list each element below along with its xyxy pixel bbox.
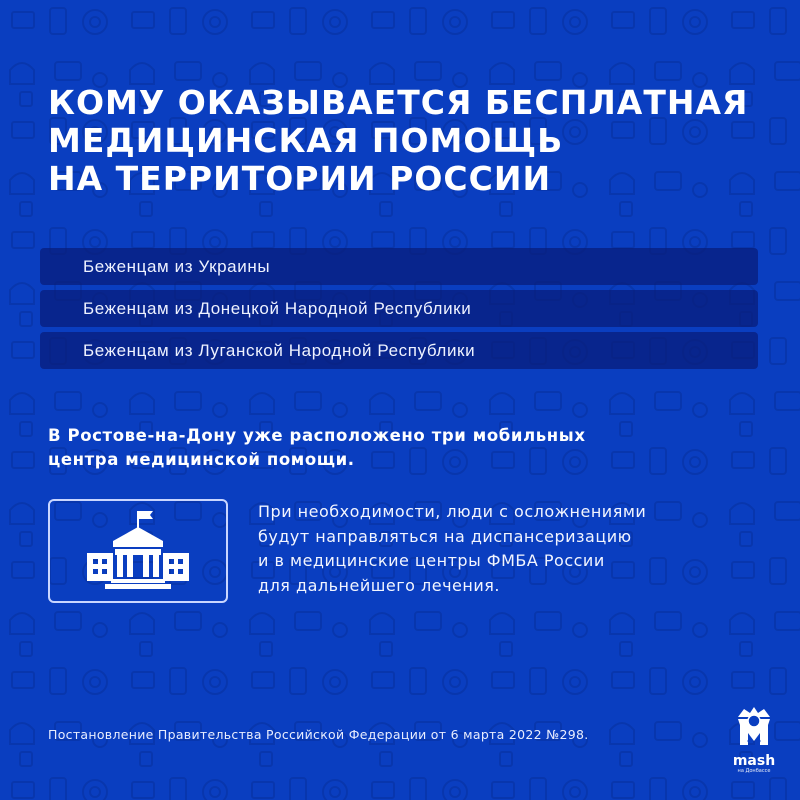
note-line: и в медицинские центры ФМБА России xyxy=(258,551,605,570)
recipients-list xyxy=(40,248,758,374)
source-footnote: Постановление Правительства Российской Федерации от 6 марта 2022 №298. xyxy=(48,727,589,742)
logo-wordmark: mash xyxy=(732,753,776,769)
recipient-item-dnr xyxy=(40,290,758,327)
recipient-label: Беженцам из Донецкой Народной Республики xyxy=(83,298,472,318)
recipient-item-lnr xyxy=(40,332,758,369)
logo-subtitle: на Донбассе xyxy=(737,768,771,774)
info-note xyxy=(258,500,778,598)
title-line: МЕДИЦИНСКАЯ ПОМОЩЬ xyxy=(48,121,564,160)
title-line: НА ТЕРРИТОРИИ РОССИИ xyxy=(48,159,552,198)
recipient-label: Беженцам из Луганской Народной Республики xyxy=(83,340,476,360)
note-line: для дальнейшего лечения. xyxy=(258,575,500,595)
page-title xyxy=(48,84,748,198)
icon-box xyxy=(48,499,228,603)
government-building-icon xyxy=(83,509,193,593)
highlight-text xyxy=(48,424,728,472)
recipient-label: Беженцам из Украины xyxy=(83,256,271,276)
highlight-line: В Ростове-на-Дону уже расположено три мобильных xyxy=(48,426,586,445)
mash-logo xyxy=(726,705,782,785)
title-line: КОМУ ОКАЗЫВАЕТСЯ БЕСПЛАТНАЯ xyxy=(48,83,749,122)
highlight-line: центра медицинской помощи. xyxy=(48,450,355,469)
mash-mascot-icon xyxy=(732,705,776,749)
note-line: будут направляться на диспансеризацию xyxy=(258,526,632,546)
recipient-item-ukraine xyxy=(40,248,758,285)
note-line: При необходимости, люди с осложнениями xyxy=(258,502,647,521)
